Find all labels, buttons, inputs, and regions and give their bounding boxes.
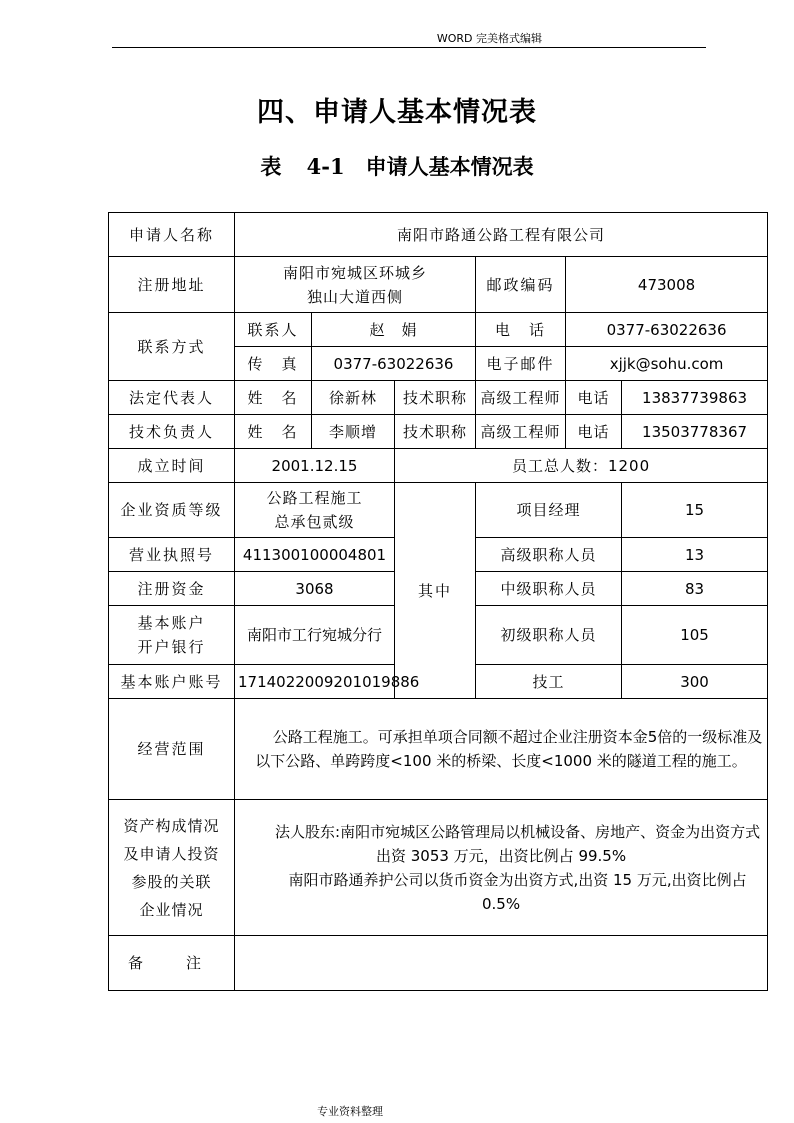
assets-label-line1: 资产构成情况 [123,816,220,835]
label-contact: 联系方式 [109,313,235,381]
staff-count: 13 [622,538,768,572]
table-row [109,381,768,415]
applicant-info-table [108,212,768,991]
label-bank [109,606,235,665]
value-postcode: 473008 [566,257,768,313]
label-legal-rep-tel: 电话 [566,381,622,415]
label-assets [109,800,235,936]
label-tech-lead-name: 姓 名 [235,415,312,449]
assets-label-line4: 企业情况 [139,900,204,919]
value-phone: 0377-63022636 [566,313,768,347]
label-email: 电子邮件 [476,347,566,381]
table-row [109,213,768,257]
label-reg-capital: 注册资金 [109,572,235,606]
bank-label-line2: 开户银行 [137,638,206,656]
table-row [109,415,768,449]
label-applicant-name: 申请人名称 [109,213,235,257]
assets-label-line3: 参股的关联 [131,872,212,891]
value-email: xjjk@sohu.com [566,347,768,381]
label-reg-address: 注册地址 [109,257,235,313]
table-row [109,313,768,347]
value-reg-capital: 3068 [235,572,395,606]
label-phone: 电 话 [476,313,566,347]
label-postcode: 邮政编码 [476,257,566,313]
value-fax: 0377-63022636 [312,347,476,381]
value-assets [235,800,768,936]
value-qualification [235,483,395,538]
value-legal-rep-title: 高级工程师 [476,381,566,415]
reg-address-line2: 独山大道西侧 [306,287,403,306]
value-applicant-name: 南阳市路通公路工程有限公司 [235,213,768,257]
table-row [109,449,768,483]
table-row [109,936,768,991]
page-footer: 专业资料整理 [317,1105,383,1118]
value-contact-person: 赵 娟 [312,313,476,347]
table-row [109,800,768,936]
staff-count: 83 [622,572,768,606]
staff-count: 15 [622,483,768,538]
scope-text: 公路工程施工。可承担单项合同额不超过企业注册资本金5倍的一级标准及以下公路、单跨跨度<100 米的桥梁、长度<1000 米的隧道工程的施工。 [255,728,763,770]
label-scope: 经营范围 [109,699,235,800]
qualification-line1: 公路工程施工 [266,489,363,507]
label-legal-rep-name: 姓 名 [235,381,312,415]
value-tech-lead-title: 高级工程师 [476,415,566,449]
page-header: WORD 完美格式编辑 [112,33,706,48]
label-qualification: 企业资质等级 [109,483,235,538]
bank-label-line1: 基本账户 [137,614,206,632]
document-title: 四、申请人基本情况表 [257,97,537,128]
staff-role: 初级职称人员 [476,606,622,665]
value-license-no: 411300100004801 [235,538,395,572]
value-reg-address [235,257,476,313]
table-caption: 表 4-1 申请人基本情况表 [260,154,534,179]
staff-role: 项目经理 [476,483,622,538]
label-legal-rep: 法定代表人 [109,381,235,415]
value-tech-lead-tel: 13503778367 [622,415,768,449]
value-tech-lead-name: 李顺增 [312,415,395,449]
label-founded: 成立时间 [109,449,235,483]
value-remarks [235,936,768,991]
staff-role: 技工 [476,665,622,699]
staff-role: 中级职称人员 [476,572,622,606]
value-legal-rep-name: 徐新林 [312,381,395,415]
table-row [109,257,768,313]
label-tech-lead-title: 技术职称 [395,415,476,449]
reg-address-line1: 南阳市宛城区环城乡 [282,263,427,282]
value-account-no: 17140220092010198​86 [235,665,395,699]
label-remarks: 备 注 [109,936,235,991]
label-legal-rep-title: 技术职称 [395,381,476,415]
qualification-line2: 总承包贰级 [274,513,355,531]
label-license-no: 营业执照号 [109,538,235,572]
label-contact-person: 联系人 [235,313,312,347]
assets-paragraph-1: 法人股东:南阳市宛城区公路管理局以机械设备、房地产、资金为出资方式出资 3053 万元，出资比例占 99.5% [275,822,761,865]
value-founded: 2001.12.15 [235,449,395,483]
value-scope [235,699,768,800]
label-tech-lead: 技术负责人 [109,415,235,449]
table-row [109,699,768,800]
assets-paragraph-2: 南阳市路通养护公司以货币资金为出资方式,出资 15 万元,出资比例占 0.5% [288,870,747,913]
staff-role: 高级职称人员 [476,538,622,572]
label-among: 其中 [395,483,476,699]
table-row [109,483,768,538]
label-account-no: 基本账户账号 [109,665,235,699]
staff-count: 300 [622,665,768,699]
value-staff-total: 员工总人数：1200 [395,449,768,483]
label-fax: 传 真 [235,347,312,381]
assets-label-line2: 及申请人投资 [123,844,220,863]
staff-count: 105 [622,606,768,665]
value-bank: 南阳市工行宛城分行 [235,606,395,665]
value-legal-rep-tel: 13837739863 [622,381,768,415]
label-tech-lead-tel: 电话 [566,415,622,449]
